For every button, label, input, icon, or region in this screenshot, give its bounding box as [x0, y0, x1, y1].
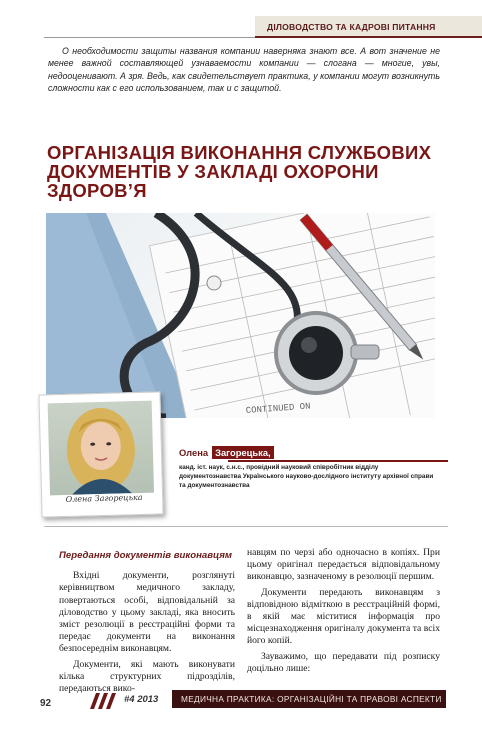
body-paragraph: Вхідні документи, розглянуті керівництвом медичного закладу, повертаються особі, відповідальній за діловодство у цьому закладі, яка вносить зміст резолюції в реєстраційні форми та передає документи на виконання безпосереднім виконавцям.: [59, 570, 235, 655]
body-column-left: [59, 550, 235, 698]
body-paragraph: Зауважимо, що передавати під розписку доцільно лише:: [247, 650, 440, 674]
author-portrait: [38, 391, 163, 517]
running-header: ДІЛОВОДСТВО ТА КАДРОВІ ПИТАННЯ: [255, 16, 482, 38]
body-paragraph: навцям по черзі або одночасно в копіях. При цьому оригінал передається відповідальному виконавцю, зазначеному в резолюції першим.: [247, 547, 440, 583]
portrait-image: [48, 401, 154, 496]
issue-number: #4 2013: [124, 694, 159, 705]
stethoscope-photo: [46, 213, 435, 418]
intro-paragraph: О необходимости защиты названия компании наверняка знают все. А вот значение не менее важной составляющей узнаваемости компании — слогана — многие, увы, недооценивают. А зря. Ведь, как свидетельствует практика, у компании могут возникнуть сложности как с его использованием, так и с защитой.: [48, 46, 440, 94]
body-paragraph: Документи, які мають виконувати кілька структурних підрозділів, передаються вико-: [59, 658, 235, 695]
section-divider: [44, 526, 448, 527]
section-subheading: Передання документів виконавцям: [59, 550, 232, 561]
body-column-right: [247, 547, 440, 678]
author-credentials: канд. іст. наук, с.н.с., провідний науковий співробітник відділу документознавства Українського науково-дослідного інституту архівної справи та документознавства: [179, 464, 434, 489]
footer-stripes-icon: [90, 693, 120, 709]
author-first-name: Олена: [179, 447, 209, 458]
photo-form-text: CONTINUED ON: [245, 401, 311, 416]
page-number: 92: [40, 698, 52, 709]
header-rule: [44, 37, 255, 38]
author-signature: Олена Загорецька: [65, 492, 143, 504]
author-last-name: Загорецька,: [212, 446, 274, 459]
journal-title: МЕДИЧНА ПРАКТИКА: ОРГАНІЗАЦІЙНІ ТА ПРАВОВІ АСПЕКТИ: [172, 690, 446, 708]
author-name: [179, 446, 274, 460]
author-rule: [228, 460, 448, 462]
article-title: ОРГАНІЗАЦІЯ ВИКОНАННЯ СЛУЖБОВИХ ДОКУМЕНТІВ У ЗАКЛАДІ ОХОРОНИ ЗДОРОВ’Я: [47, 142, 432, 201]
body-paragraph: Документи передають виконавцям з відповідною відміткою в реєстраційній формі, в якій має міститися інформація про місцезнаходження оригіналу документа та всіх його копій.: [247, 586, 440, 647]
